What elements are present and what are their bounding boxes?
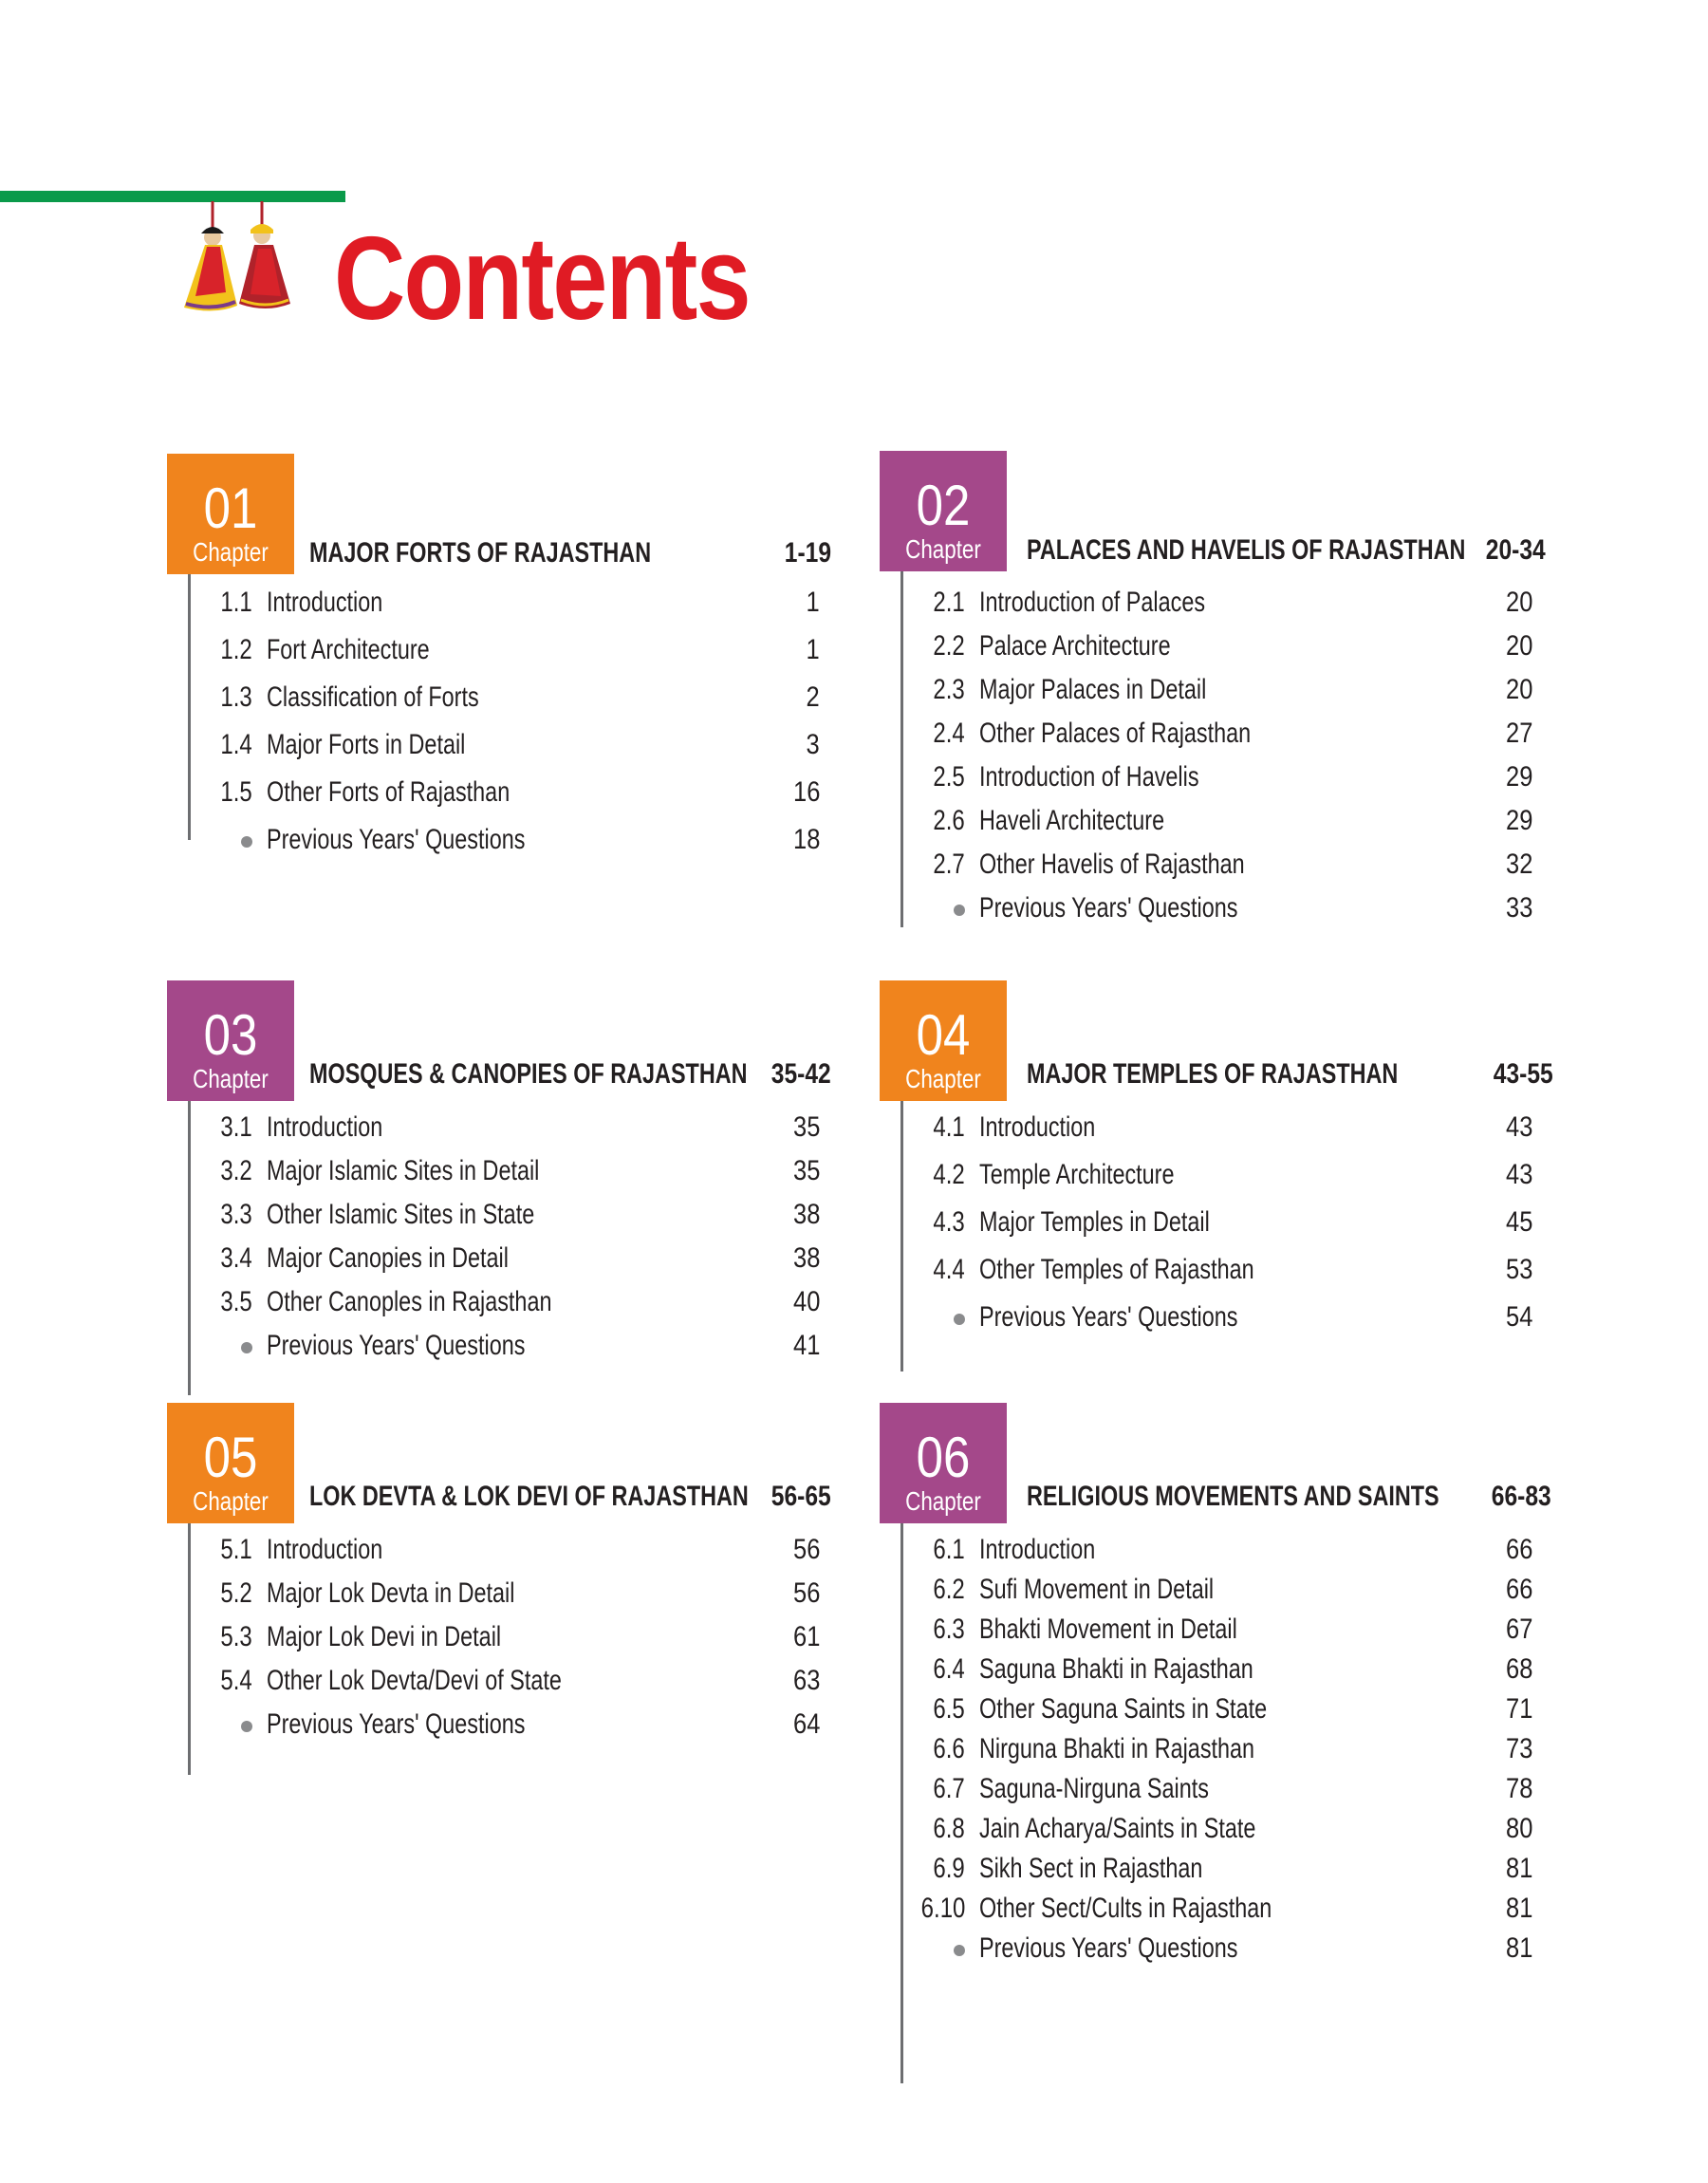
chapter-label: Chapter: [905, 1064, 981, 1093]
item-number: 5.1: [220, 1534, 252, 1565]
chapter-number: 05: [203, 1426, 258, 1489]
bullet-icon: [954, 905, 965, 916]
item-title: Temple Architecture: [979, 1159, 1175, 1190]
chapter-number: 02: [916, 474, 971, 537]
chapter-number: 04: [916, 1003, 971, 1067]
item-page: 38: [792, 1242, 820, 1274]
item-page: 38: [792, 1199, 820, 1230]
item-title: Other Palaces of Rajasthan: [979, 718, 1252, 749]
item-page: 35: [792, 1111, 820, 1143]
item-title: Introduction: [267, 1111, 383, 1143]
item-page: 67: [1505, 1614, 1532, 1645]
item-number: 6.7: [933, 1773, 965, 1804]
chapter-page-range: 20-34: [1486, 534, 1546, 566]
item-title: Previous Years' Questions: [267, 1330, 526, 1361]
item-page: 20: [1505, 674, 1532, 705]
item-page: 33: [1505, 892, 1532, 924]
chapter-title[interactable]: MOSQUES & CANOPIES OF RAJASTHAN: [309, 1058, 748, 1090]
item-page: 43: [1505, 1111, 1532, 1143]
chapter-title[interactable]: RELIGIOUS MOVEMENTS AND SAINTS: [1027, 1481, 1439, 1512]
chapter-rule: [900, 1101, 903, 1371]
item-title: Saguna Bhakti in Rajasthan: [979, 1653, 1253, 1685]
item-page: 78: [1505, 1773, 1532, 1804]
item-title: Introduction of Havelis: [979, 761, 1199, 793]
item-title: Major Islamic Sites in Detail: [267, 1155, 540, 1186]
item-page: 66: [1505, 1534, 1532, 1565]
bullet-icon: [954, 1945, 965, 1956]
chapter-number: 01: [203, 476, 258, 540]
item-title: Introduction: [979, 1534, 1096, 1565]
item-page: 29: [1505, 761, 1532, 793]
item-title: Fort Architecture: [267, 634, 430, 665]
item-number: 2.3: [933, 674, 965, 705]
chapter-title[interactable]: MAJOR TEMPLES OF RAJASTHAN: [1027, 1058, 1399, 1090]
item-page: 73: [1505, 1733, 1532, 1764]
item-title: Introduction of Palaces: [979, 587, 1206, 618]
page-title: Contents: [334, 214, 750, 345]
chapter-page-range: 56-65: [771, 1481, 831, 1512]
item-title: Sufi Movement in Detail: [979, 1574, 1215, 1605]
chapter-title[interactable]: MAJOR FORTS OF RAJASTHAN: [309, 537, 652, 569]
bullet-icon: [954, 1314, 965, 1325]
item-title: Sikh Sect in Rajasthan: [979, 1853, 1203, 1884]
item-number: 1.1: [220, 587, 252, 618]
item-page: 3: [806, 729, 820, 760]
item-title: Previous Years' Questions: [267, 824, 526, 855]
item-title: Other Temples of Rajasthan: [979, 1254, 1254, 1285]
item-page: 2: [806, 681, 820, 713]
item-page: 32: [1505, 849, 1532, 880]
item-title: Major Forts in Detail: [267, 729, 466, 760]
chapter-page-range: 35-42: [771, 1058, 831, 1090]
item-page: 54: [1505, 1301, 1532, 1333]
item-title: Classification of Forts: [267, 681, 479, 713]
item-page: 68: [1505, 1653, 1532, 1685]
chapter-rule: [900, 571, 903, 927]
item-page: 1: [806, 587, 820, 618]
chapter-number: 03: [203, 1003, 258, 1067]
item-page: 18: [792, 824, 820, 855]
item-number: 6.10: [920, 1893, 965, 1924]
item-title: Saguna-Nirguna Saints: [979, 1773, 1209, 1804]
bullet-icon: [241, 1721, 252, 1732]
item-number: 2.6: [933, 805, 965, 836]
item-page: 63: [792, 1665, 820, 1696]
item-number: 3.5: [220, 1286, 252, 1317]
item-number: 4.3: [933, 1206, 965, 1238]
item-title: Previous Years' Questions: [979, 1932, 1238, 1964]
item-number: 5.2: [220, 1577, 252, 1609]
item-number: 5.4: [220, 1665, 252, 1696]
puppets-illustration: [167, 201, 309, 315]
chapter-label: Chapter: [905, 534, 981, 564]
chapter-rule: [188, 574, 191, 840]
item-title: Other Forts of Rajasthan: [267, 776, 511, 808]
item-number: 6.8: [933, 1813, 965, 1844]
item-title: Haveli Architecture: [979, 805, 1165, 836]
item-page: 20: [1505, 630, 1532, 662]
item-title: Palace Architecture: [979, 630, 1171, 662]
item-number: 1.5: [220, 776, 252, 808]
item-title: Major Lok Devi in Detail: [267, 1621, 502, 1652]
chapter-rule: [900, 1523, 903, 2083]
item-title: Previous Years' Questions: [979, 892, 1238, 924]
item-page: 80: [1505, 1813, 1532, 1844]
item-page: 29: [1505, 805, 1532, 836]
chapter-rule: [188, 1523, 191, 1775]
item-title: Previous Years' Questions: [267, 1708, 526, 1740]
item-page: 40: [792, 1286, 820, 1317]
item-number: 6.5: [933, 1693, 965, 1725]
item-title: Major Lok Devta in Detail: [267, 1577, 515, 1609]
item-page: 20: [1505, 587, 1532, 618]
chapter-number: 06: [916, 1426, 971, 1489]
item-number: 1.4: [220, 729, 252, 760]
chapter-rule: [188, 1101, 191, 1395]
item-page: 64: [792, 1708, 820, 1740]
item-number: 3.1: [220, 1111, 252, 1143]
bullet-icon: [241, 836, 252, 848]
item-title: Previous Years' Questions: [979, 1301, 1238, 1333]
bullet-icon: [241, 1342, 252, 1353]
chapter-label: Chapter: [193, 537, 269, 567]
item-number: 4.4: [933, 1254, 965, 1285]
item-page: 56: [792, 1534, 820, 1565]
item-number: 3.3: [220, 1199, 252, 1230]
item-number: 6.3: [933, 1614, 965, 1645]
item-number: 4.2: [933, 1159, 965, 1190]
item-title: Jain Acharya/Saints in State: [979, 1813, 1256, 1844]
item-page: 27: [1505, 718, 1532, 749]
item-title: Other Canoples in Rajasthan: [267, 1286, 552, 1317]
item-title: Other Saguna Saints in State: [979, 1693, 1268, 1725]
item-number: 2.1: [933, 587, 965, 618]
item-title: Major Temples in Detail: [979, 1206, 1210, 1238]
item-page: 66: [1505, 1574, 1532, 1605]
chapter-label: Chapter: [193, 1486, 269, 1516]
item-number: 6.9: [933, 1853, 965, 1884]
chapter-page-range: 66-83: [1492, 1481, 1551, 1512]
item-page: 16: [792, 776, 820, 808]
item-title: Other Havelis of Rajasthan: [979, 849, 1245, 880]
item-page: 35: [792, 1155, 820, 1186]
item-page: 53: [1505, 1254, 1532, 1285]
item-title: Major Canopies in Detail: [267, 1242, 509, 1274]
chapter-label: Chapter: [193, 1064, 269, 1093]
item-number: 3.2: [220, 1155, 252, 1186]
item-page: 81: [1505, 1853, 1532, 1884]
item-number: 2.5: [933, 761, 965, 793]
item-title: Other Lok Devta/Devi of State: [267, 1665, 562, 1696]
item-page: 41: [792, 1330, 820, 1361]
item-number: 1.2: [220, 634, 252, 665]
item-page: 1: [806, 634, 820, 665]
item-page: 81: [1505, 1932, 1532, 1964]
item-number: 6.4: [933, 1653, 965, 1685]
chapter-badge: [880, 1403, 1007, 1523]
item-number: 6.1: [933, 1534, 965, 1565]
item-title: Other Islamic Sites in State: [267, 1199, 535, 1230]
item-number: 4.1: [933, 1111, 965, 1143]
item-title: Bhakti Movement in Detail: [979, 1614, 1237, 1645]
item-number: 3.4: [220, 1242, 252, 1274]
item-title: Other Sect/Cults in Rajasthan: [979, 1893, 1272, 1924]
chapter-title[interactable]: LOK DEVTA & LOK DEVI OF RAJASTHAN: [309, 1481, 749, 1512]
item-page: 43: [1505, 1159, 1532, 1190]
chapter-badge: [880, 980, 1007, 1101]
item-number: 2.2: [933, 630, 965, 662]
item-number: 1.3: [220, 681, 252, 713]
item-title: Major Palaces in Detail: [979, 674, 1207, 705]
item-number: 2.7: [933, 849, 965, 880]
item-page: 56: [792, 1577, 820, 1609]
item-title: Introduction: [267, 1534, 383, 1565]
item-number: 5.3: [220, 1621, 252, 1652]
chapter-title[interactable]: PALACES AND HAVELIS OF RAJASTHAN: [1027, 534, 1466, 566]
chapter-badge: [167, 1403, 294, 1523]
chapter-page-range: 1-19: [784, 537, 831, 569]
chapter-badge: [880, 451, 1007, 571]
item-number: 2.4: [933, 718, 965, 749]
chapter-label: Chapter: [905, 1486, 981, 1516]
item-page: 81: [1505, 1893, 1532, 1924]
item-title: Nirguna Bhakti in Rajasthan: [979, 1733, 1255, 1764]
chapter-page-range: 43-55: [1494, 1058, 1553, 1090]
item-page: 61: [792, 1621, 820, 1652]
chapter-badge: [167, 980, 294, 1101]
chapter-badge: [167, 454, 294, 574]
item-page: 71: [1505, 1693, 1532, 1725]
item-page: 45: [1505, 1206, 1532, 1238]
item-number: 6.6: [933, 1733, 965, 1764]
item-number: 6.2: [933, 1574, 965, 1605]
item-title: Introduction: [979, 1111, 1096, 1143]
item-title: Introduction: [267, 587, 383, 618]
